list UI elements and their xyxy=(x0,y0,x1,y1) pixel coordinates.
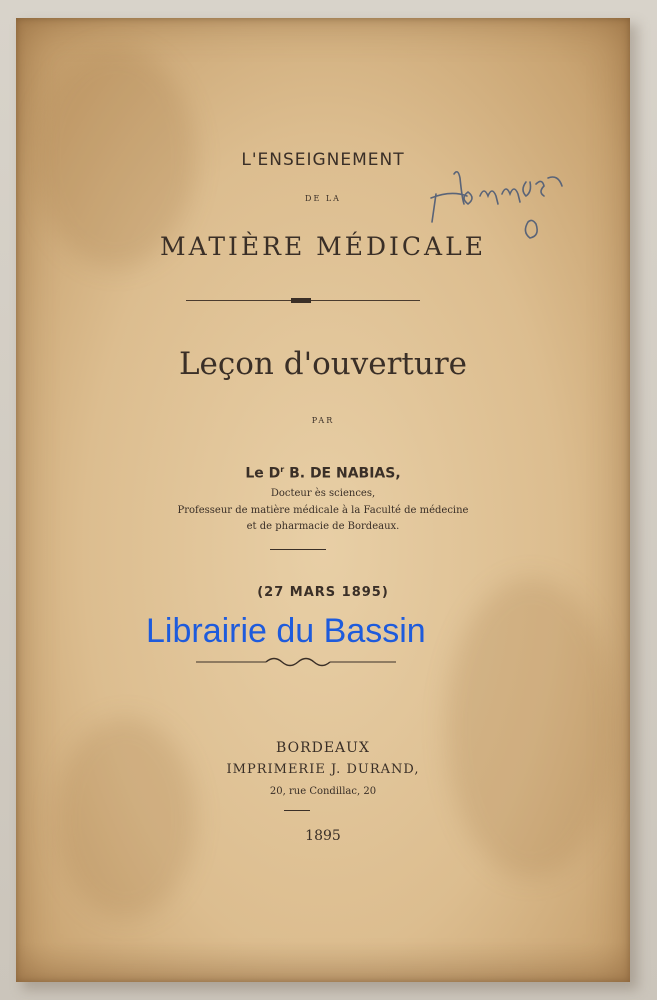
author-sup: r xyxy=(280,465,285,474)
author-surname: B. DE NABIAS, xyxy=(284,465,401,482)
author-prefix: Le D xyxy=(245,465,281,482)
publisher-address: 20, rue Condillac, 20 xyxy=(269,786,377,797)
title-line-1: L'ENSEIGNEMENT xyxy=(241,150,405,170)
author-credential-3: et de pharmacie de Bordeaux. xyxy=(246,521,400,532)
year-divider xyxy=(284,810,310,811)
handwritten-note xyxy=(428,164,578,254)
subtitle: Leçon d'ouverture xyxy=(178,346,468,382)
publisher-city: BORDEAUX xyxy=(276,740,370,756)
cover-bottom-wear xyxy=(16,942,630,982)
watermark-text: Librairie du Bassin xyxy=(146,612,426,650)
author-divider xyxy=(270,549,326,550)
author-credential-2: Professeur de matière médicale à la Faculté de médecine xyxy=(177,505,469,516)
author-credential-1: Docteur ès sciences, xyxy=(270,488,376,499)
ornament-divider xyxy=(196,654,396,670)
title-line-2: DE LA xyxy=(305,194,341,203)
lecture-date: (27 MARS 1895) xyxy=(257,585,389,600)
author-name xyxy=(16,465,630,482)
title-divider-center xyxy=(291,298,311,303)
book-cover xyxy=(16,18,630,982)
title-line-3: MATIÈRE MÉDICALE xyxy=(160,232,486,261)
by-label: PAR xyxy=(311,416,335,425)
publication-year: 1895 xyxy=(305,828,341,844)
publisher-name: IMPRIMERIE J. DURAND, xyxy=(226,762,420,777)
